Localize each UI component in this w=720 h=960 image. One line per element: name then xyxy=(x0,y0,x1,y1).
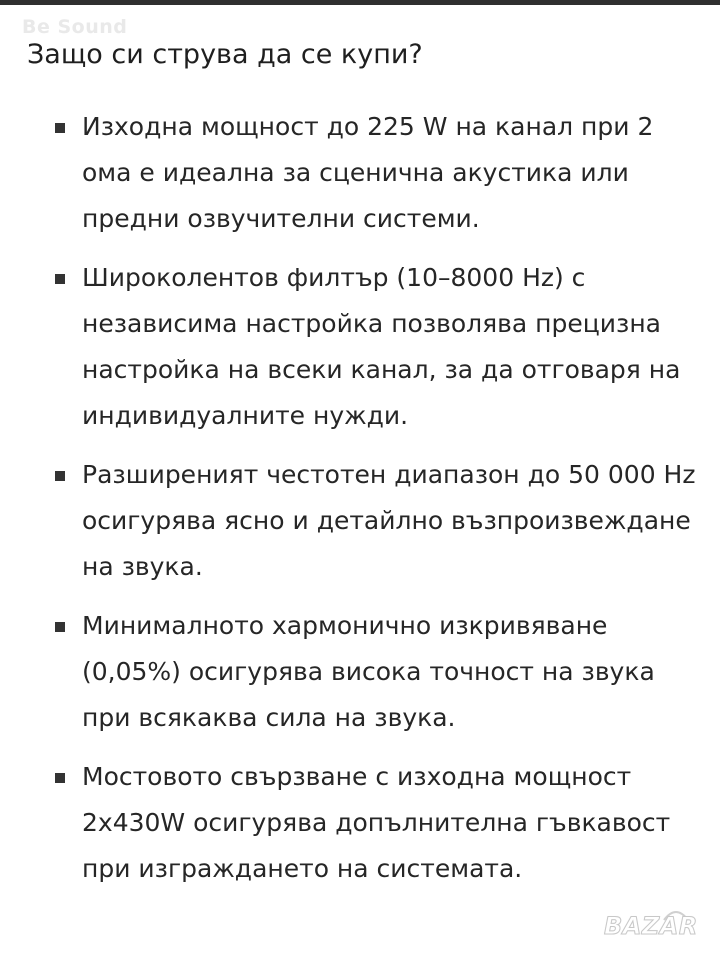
feature-text: Широколентов филтър (10–8000 Hz) с независима настройка позволява прецизна настройка на всеки канал, за да отговаря на индивидуалните нужди. xyxy=(82,263,681,430)
feature-list xyxy=(0,104,720,905)
logo-text: BAZAR xyxy=(604,912,698,940)
feature-item xyxy=(0,603,720,741)
top-bar xyxy=(0,0,720,5)
feature-text: Минималното хармонично изкривяване (0,05%) осигурява висока точност на звука при всякаква сила на звука. xyxy=(82,611,655,732)
feature-item xyxy=(0,452,720,590)
square-bullet-icon xyxy=(55,622,65,632)
square-bullet-icon xyxy=(55,123,65,133)
square-bullet-icon xyxy=(55,773,65,783)
square-bullet-icon xyxy=(55,471,65,481)
feature-text: Разширеният честотен диапазон до 50 000 Hz осигурява ясно и детайлно възпроизвеждане на звука. xyxy=(82,460,696,581)
feature-text: Изходна мощност до 225 W на канал при 2 ома е идеална за сценична акустика или предни озвучителни системи. xyxy=(82,112,654,233)
square-bullet-icon xyxy=(55,274,65,284)
feature-item xyxy=(0,255,720,439)
bazar-logo xyxy=(604,902,714,958)
watermark-text: Be Sound xyxy=(22,16,128,38)
feature-item xyxy=(0,754,720,892)
section-heading: Защо си струва да се купи? xyxy=(27,39,423,70)
feature-item xyxy=(0,104,720,242)
feature-text: Мостовото свързване с изходна мощност 2x430W осигурява допълнителна гъвкавост при изграждането на системата. xyxy=(82,762,671,883)
